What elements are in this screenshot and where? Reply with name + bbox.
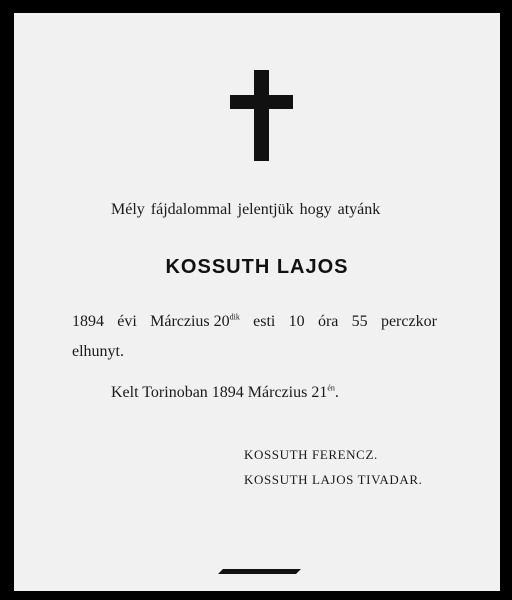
word-evi: évi (117, 313, 137, 330)
word-perczkor: perczkor (380, 313, 437, 330)
death-month-day: Márczius $20^{dik}$ (150, 312, 240, 330)
death-hour: 10 (288, 313, 305, 330)
signature-ferencz: KOSSUTH FERENCZ. (244, 447, 378, 462)
death-minute: 55 (351, 313, 368, 330)
death-year: 1894 (72, 313, 104, 330)
intro-text: Mély fájdalommal jelentjük hogy atyánk (111, 201, 381, 218)
dated-line: Kelt Torinoban 1894 Márczius $21^{én}$. (111, 383, 339, 401)
dated-suffix: én (327, 383, 335, 393)
mourning-card (14, 13, 500, 591)
day-suffix: dik (229, 312, 240, 322)
death-date-line (72, 313, 437, 331)
signature-lajos-tivadar: KOSSUTH LAJOS TIVADAR. (244, 472, 423, 487)
latin-cross-icon-bar (230, 95, 293, 109)
latin-cross-icon (254, 70, 269, 161)
word-ora: óra (317, 313, 339, 330)
death-line-end: elhunyt. (72, 343, 124, 360)
ornamental-rule (218, 569, 301, 574)
word-esti: esti (253, 313, 276, 330)
deceased-name: KOSSUTH LAJOS (165, 256, 349, 278)
